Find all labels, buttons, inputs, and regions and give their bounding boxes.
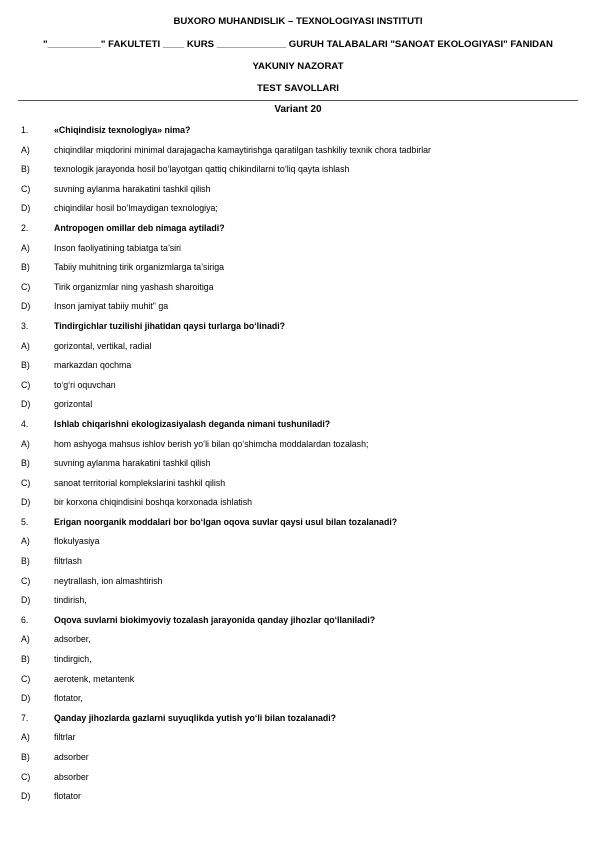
option-label: A) <box>21 242 30 253</box>
answer-option <box>0 356 596 376</box>
option-label: B) <box>21 458 30 469</box>
option-text: Inson jamiyat tabiiy muhit" ga <box>54 301 169 312</box>
variant-label: Variant 20 <box>274 104 322 115</box>
option-text: markazdan qochma <box>54 360 132 371</box>
option-text: to‘g‘ri oquvchan <box>54 379 116 390</box>
test-title: TEST SAVOLLARI <box>257 83 339 94</box>
faculty-line: "__________" FAKULTETI ____ KURS _____________ GURUH TALABALARI "SANOAT EKOLOGIYASI" FANIDAN <box>43 39 553 50</box>
option-label: B) <box>21 262 30 273</box>
answer-option <box>0 689 596 709</box>
answer-option <box>0 141 596 161</box>
option-text: Tirik organizmlar ning yashash sharoitiga <box>54 281 214 292</box>
option-label: D) <box>21 203 31 214</box>
option-label: C) <box>21 575 31 586</box>
question-row <box>0 513 596 533</box>
option-label: B) <box>21 360 30 371</box>
option-label: A) <box>21 438 30 449</box>
question-number: 3. <box>21 320 29 331</box>
option-text: adsorber <box>54 752 89 762</box>
option-text: suvning aylanma harakatini tashkil qilish <box>54 458 211 469</box>
option-text: aerotenk, metantenk <box>54 673 135 684</box>
answer-option <box>0 670 596 690</box>
question-text: Oqova suvlarni biokimyoviy tozalash jarayonida qanday jihozlar qo‘llaniladi? <box>54 614 376 625</box>
answer-option <box>0 630 596 650</box>
option-label: A) <box>21 732 30 743</box>
option-label: A) <box>21 634 30 645</box>
option-label: D) <box>21 595 31 606</box>
option-label: B) <box>21 752 30 762</box>
answer-option <box>0 768 596 788</box>
option-label: B) <box>21 654 30 665</box>
option-text: filtrlash <box>54 556 82 567</box>
question-row <box>0 121 596 141</box>
option-label: D) <box>21 497 31 508</box>
question-number: 4. <box>21 418 29 429</box>
option-label: A) <box>21 340 30 351</box>
option-label: C) <box>21 673 31 684</box>
option-text: tindirish, <box>54 595 87 606</box>
option-text: sanoat territorial komplekslarini tashkil qilish <box>54 477 226 488</box>
answer-option <box>0 180 596 200</box>
question-row <box>0 415 596 435</box>
question-number: 2. <box>21 222 29 233</box>
option-text: texnologik jarayonda hosil bo‘layotgan qattiq chikindilarni to‘liq qayta ishlash <box>54 164 350 175</box>
option-text: suvning aylanma harakatini tashkil qilish <box>54 183 211 194</box>
option-text: chiqindilar hosil bo‘lmaydigan texnologiya; <box>54 203 218 214</box>
answer-option <box>0 160 596 180</box>
question-number: 5. <box>21 516 29 527</box>
option-text: neytrallash, ion almashtirish <box>54 575 163 586</box>
answer-option <box>0 572 596 592</box>
option-label: C) <box>21 183 31 194</box>
question-text: Tindirgichlar tuzilishi jihatidan qaysi turlarga bo‘linadi? <box>54 320 286 331</box>
option-label: B) <box>21 556 30 567</box>
option-label: C) <box>21 771 31 782</box>
answer-option <box>0 552 596 572</box>
question-text: Qanday jihozlarda gazlarni suyuqlikda yutish yo‘li bilan tozalanadi? <box>54 712 337 723</box>
exam-type: YAKUNIY NAZORAT <box>252 61 344 72</box>
option-text: filtrlar <box>54 732 76 743</box>
option-label: D) <box>21 301 31 312</box>
answer-option <box>0 395 596 415</box>
answer-option <box>0 258 596 278</box>
option-text: absorber <box>54 771 89 782</box>
answer-option <box>0 748 596 768</box>
option-label: C) <box>21 379 31 390</box>
answer-option <box>0 591 596 611</box>
answer-option <box>0 787 596 807</box>
option-text: gorizontal, vertikal, radial <box>54 340 152 351</box>
option-label: C) <box>21 477 31 488</box>
answer-option <box>0 728 596 748</box>
question-row <box>0 317 596 337</box>
question-row <box>0 219 596 239</box>
option-label: A) <box>21 536 30 547</box>
answer-option <box>0 650 596 670</box>
answer-option <box>0 474 596 494</box>
option-label: A) <box>21 144 30 155</box>
question-text: Erigan noorganik moddalari bor bo‘lgan oqova suvlar qaysi usul bilan tozalanadi? <box>54 516 398 527</box>
option-text: tindirgich, <box>54 654 92 665</box>
option-label: B) <box>21 164 30 175</box>
option-text: flotator, <box>54 693 83 704</box>
question-text: Ishlab chiqarishni ekologizasiyalash deganda nimani tushuniladi? <box>54 418 331 429</box>
answer-option <box>0 376 596 396</box>
header-divider <box>18 100 578 101</box>
answer-option <box>0 297 596 317</box>
option-text: hom ashyoga mahsus ishlov berish yo‘li bilan qo‘shimcha moddalardan tozalash; <box>54 438 369 449</box>
option-label: D) <box>21 791 31 802</box>
option-label: C) <box>21 281 31 292</box>
question-text: Antropogen omillar deb nimaga aytiladi? <box>54 222 225 233</box>
answer-option <box>0 199 596 219</box>
option-label: D) <box>21 399 31 410</box>
option-text: flotator <box>54 791 81 802</box>
answer-option <box>0 493 596 513</box>
option-text: flokulyasiya <box>54 536 100 547</box>
question-row <box>0 611 596 631</box>
option-text: chiqindilar miqdorini minimal darajagacha kamaytirishga qaratilgan tashkiliy texnik chora tadbirlar <box>54 144 431 155</box>
option-text: bir korxona chiqindisini boshqa korxonada ishlatish <box>54 497 253 508</box>
answer-option <box>0 337 596 357</box>
question-list <box>0 121 596 807</box>
question-number: 7. <box>21 712 29 723</box>
question-number: 6. <box>21 614 29 625</box>
question-row <box>0 709 596 729</box>
option-text: gorizontal <box>54 399 93 410</box>
question-text: «Chiqindisiz texnologiya» nima? <box>54 125 191 135</box>
option-text: adsorber, <box>54 634 91 645</box>
question-number: 1. <box>21 125 29 135</box>
institute-title: BUXORO MUHANDISLIK – TEXNOLOGIYASI INSTITUTI <box>173 16 423 27</box>
answer-option <box>0 278 596 298</box>
answer-option <box>0 532 596 552</box>
answer-option <box>0 454 596 474</box>
answer-option <box>0 435 596 455</box>
answer-option <box>0 239 596 259</box>
option-label: D) <box>21 693 31 704</box>
option-text: Tabiiy muhitning tirik organizmlarga ta’siriga <box>54 262 224 273</box>
option-text: Inson faoliyatining tabiatga ta’siri <box>54 242 181 253</box>
